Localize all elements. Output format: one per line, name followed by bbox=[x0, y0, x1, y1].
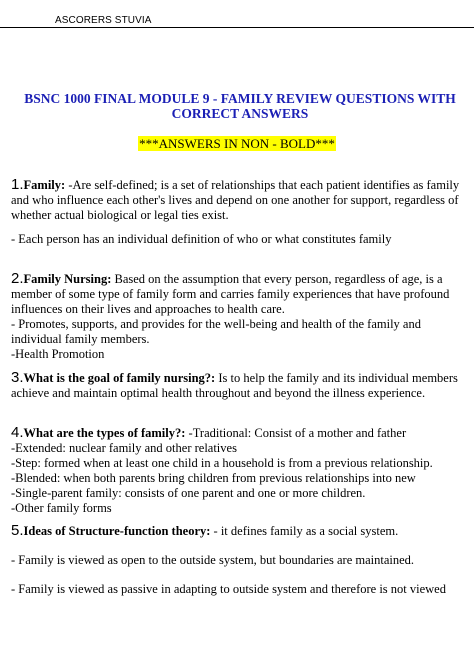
header-divider bbox=[0, 27, 474, 28]
question-answer: -Are self-defined; is a set of relationships that each patient identifies as family and who influence each other's lives and depend on one another for support, regardless of whether actual biological or legal ties exist. bbox=[11, 178, 460, 222]
question-1 bbox=[11, 177, 469, 223]
question-number: 1. bbox=[11, 176, 24, 193]
question-number: 4. bbox=[11, 424, 24, 441]
family-type-line: -Extended: nuclear family and other relatives bbox=[11, 441, 237, 455]
header-text: ASCORERS STUVIA bbox=[55, 15, 152, 26]
question-answer: -Traditional: Consist of a mother and father bbox=[185, 426, 407, 440]
answers-note-container bbox=[0, 135, 474, 153]
question-term: Family Nursing: bbox=[23, 272, 112, 286]
question-4 bbox=[11, 425, 469, 516]
answer-line: - Promotes, supports, and provides for the well-being and health of the family and individual family members. bbox=[11, 317, 421, 346]
answer-line: -Health Promotion bbox=[11, 347, 105, 361]
answer-line: - Each person has an individual definition of who or what constitutes family bbox=[11, 232, 392, 246]
family-type-line: -Blended: when both parents bring children from previous relationships into new bbox=[11, 471, 416, 485]
page-title: BSNC 1000 FINAL MODULE 9 - FAMILY REVIEW QUESTIONS WITH CORRECT ANSWERS bbox=[24, 91, 456, 121]
question-number: 2. bbox=[11, 270, 24, 287]
question-term: Ideas of Structure-function theory: bbox=[23, 524, 211, 538]
question-1-extra bbox=[11, 232, 469, 247]
question-answer: Based on the assumption that every person, regardless of age, is a member of some type of family form and carries family experiences that have profound influences on their lives and approaches to health care. bbox=[11, 272, 450, 316]
question-5 bbox=[11, 523, 469, 539]
question-term: What is the goal of family nursing?: bbox=[23, 371, 216, 385]
question-number: 3. bbox=[11, 369, 24, 386]
question-5-extra-2 bbox=[11, 582, 469, 597]
question-number: 5. bbox=[11, 522, 24, 539]
question-term: What are the types of family?: bbox=[23, 426, 186, 440]
question-2 bbox=[11, 271, 469, 362]
question-term: Family: bbox=[23, 178, 66, 192]
question-3 bbox=[11, 370, 469, 401]
family-type-line: -Other family forms bbox=[11, 501, 112, 515]
question-2-body bbox=[11, 271, 469, 317]
answers-note: ***ANSWERS IN NON - BOLD*** bbox=[139, 136, 335, 151]
question-5-extra-1 bbox=[11, 553, 469, 568]
question-answer: Is to help the family and its individual members achieve and maintain optimal health throughout and beyond the illness experience. bbox=[11, 371, 458, 400]
question-4-body bbox=[11, 425, 469, 441]
question-1-body bbox=[11, 177, 469, 223]
family-type-line: -Step: formed when at least one child in a household is from a previous relationship. bbox=[11, 456, 433, 470]
family-type-line: -Single-parent family: consists of one parent and one or more children. bbox=[11, 486, 366, 500]
question-answer: - it defines family as a social system. bbox=[210, 524, 399, 538]
question-5-body bbox=[11, 523, 469, 539]
question-3-body bbox=[11, 370, 469, 401]
answer-line: - Family is viewed as open to the outside system, but boundaries are maintained. bbox=[11, 553, 415, 567]
answer-line: - Family is viewed as passive in adapting to outside system and therefore is not viewed bbox=[11, 582, 446, 596]
